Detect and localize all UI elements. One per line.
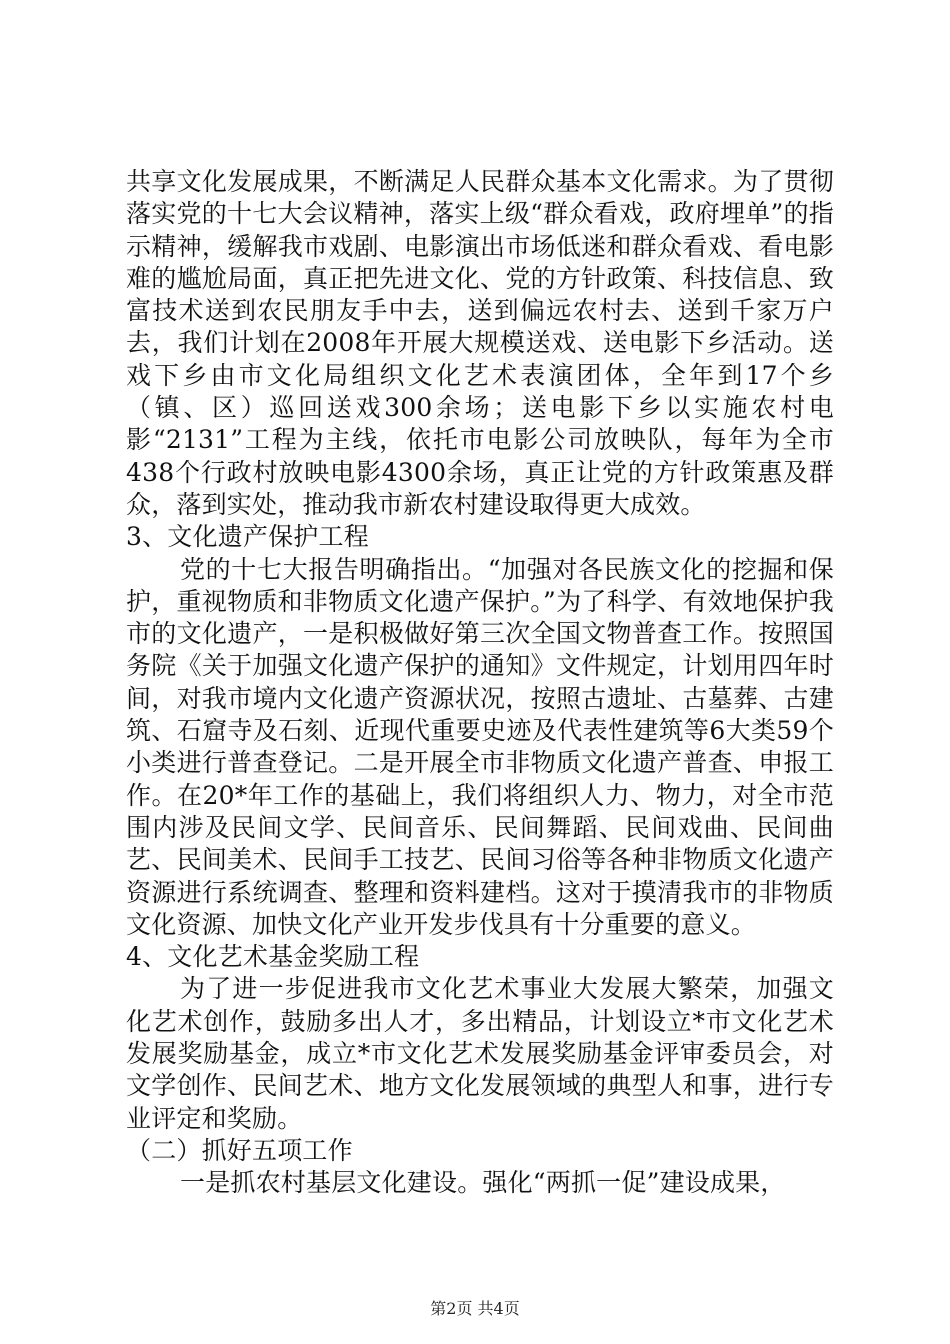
paragraph-cultural-sharing: 共享文化发展成果，不断满足人民群众基本文化需求。为了贯彻落实党的十七大会议精神，落实上级“群众看戏，政府埋单”的指示精神，缓解我市戏剧、电影演出市场低迷和群众看戏、看电影难的尴尬局面，真正把先进文化、党的方针政策、科技信息、致富技术送到农民朋友手中去，送到偏远农村去、送到千家万户去，我们计划在2008年开展大规模送戏、送电影下乡活动。送戏下乡由市文化局组织文化艺术表演团体，全年到17个乡（镇、区）巡回送戏300余场；送电影下乡以实施农村电影“2131”工程为主线，依托市电影公司放映队，每年为全市438个行政村放映电影4300余场，真正让党的方针政策惠及群众，落到实处，推动我市新农村建设取得更大成效。 <box>126 167 834 519</box>
paragraph-art-fund: 为了进一步促进我市文化艺术事业大发展大繁荣，加强文化艺术创作，鼓励多出人才，多出精品，计划设立*市文化艺术发展奖励基金，成立*市文化艺术发展奖励基金评审委员会，对文学创作、民间艺术、地方文化发展领域的典型人和事，进行专业评定和奖励。 <box>126 974 834 1133</box>
heading-five-tasks: （二）抓好五项工作 <box>126 1135 353 1165</box>
heading-art-fund: 4、文化艺术基金奖励工程 <box>126 942 420 972</box>
paragraph-heritage-protection: 党的十七大报告明确指出。“加强对各民族文化的挖掘和保护，重视物质和非物质文化遗产保护。”为了科学、有效地保护我市的文化遗产，一是积极做好第三次全国文物普查工作。按照国务院《关于加强文化遗产保护的通知》文件规定，计划用四年时间，对我市境内文化遗产资源状况，按照古遗址、古墓葬、古建筑、石窟寺及石刻、近现代重要史迹及代表性建筑等6大类59个小类进行普查登记。二是开展全市非物质文化遗产普查、申报工作。在20*年工作的基础上，我们将组织人力、物力，对全市范围内涉及民间文学、民间音乐、民间舞蹈、民间戏曲、民间曲艺、民间美术、民间手工技艺、民间习俗等各种非物质文化遗产资源进行系统调查、整理和资料建档。这对于摸清我市的非物质文化资源、加快文化产业开发步伐具有十分重要的意义。 <box>126 554 834 939</box>
heading-heritage-protection: 3、文化遗产保护工程 <box>126 522 369 552</box>
document-body <box>126 166 834 1200</box>
paragraph-rural-culture: 一是抓农村基层文化建设。强化“两抓一促”建设成果， <box>180 1168 786 1198</box>
page-number-footer: 第2页 共4页 <box>430 1299 520 1318</box>
